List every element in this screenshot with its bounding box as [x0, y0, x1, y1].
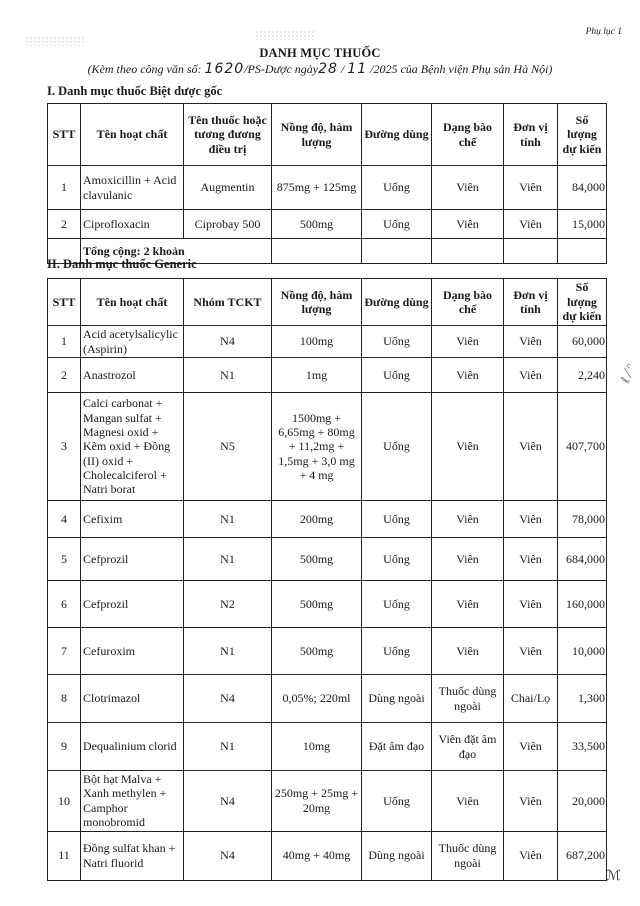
cell-unit: Viên — [504, 358, 558, 393]
cell-stt: 5 — [48, 538, 81, 581]
cell-stt: 2 — [48, 358, 81, 393]
cell-route: Dùng ngoài — [362, 675, 432, 723]
table-row — [48, 581, 607, 628]
table-row — [48, 210, 607, 239]
cell-route: Uống — [362, 771, 432, 832]
cell-route: Uống — [362, 210, 432, 239]
cell-quantity: 33,500 — [558, 723, 607, 771]
cell-route: Uống — [362, 501, 432, 538]
scan-noise — [25, 36, 85, 46]
cell-empty — [272, 239, 362, 264]
header-quantity: Số lượng dự kiến — [558, 279, 607, 326]
cell-active-ingredient: Cefixim — [81, 501, 184, 538]
cell-stt: 3 — [48, 393, 81, 501]
cell-active-ingredient: Đồng sulfat khan + Natri fluorid — [81, 831, 184, 880]
cell-stt: 8 — [48, 675, 81, 723]
header-route: Đường dùng — [362, 279, 432, 326]
cell-quantity: 2,240 — [558, 358, 607, 393]
cell-active-ingredient: Acid acetylsalicylic (Aspirin) — [81, 326, 184, 358]
total-label: Tổng cộng: 2 khoản — [81, 239, 272, 264]
cell-dosage-form: Thuốc dùng ngoài — [432, 675, 504, 723]
cell-concentration: 500mg — [272, 210, 362, 239]
cell-unit: Viên — [504, 166, 558, 210]
cell-dosage-form: Viên — [432, 628, 504, 675]
cell-group: N4 — [184, 675, 272, 723]
cell-concentration: 10mg — [272, 723, 362, 771]
subtitle-suffix: /2025 của Bệnh viện Phụ sản Hà Nội) — [367, 62, 553, 76]
cell-route: Uống — [362, 358, 432, 393]
cell-active-ingredient: Amoxicillin + Acid clavulanic — [81, 166, 184, 210]
cell-quantity: 10,000 — [558, 628, 607, 675]
header-concentration: Nồng độ, hàm lượng — [272, 104, 362, 166]
cell-brand-name: Augmentin — [184, 166, 272, 210]
cell-quantity: 407,700 — [558, 393, 607, 501]
cell-route: Uống — [362, 581, 432, 628]
header-unit: Đơn vị tính — [504, 104, 558, 166]
cell-active-ingredient: Clotrimazol — [81, 675, 184, 723]
cell-route: Uống — [362, 628, 432, 675]
cell-concentration: 500mg — [272, 628, 362, 675]
header-active-ingredient: Tên hoạt chất — [81, 104, 184, 166]
cell-unit: Viên — [504, 771, 558, 832]
cell-unit: Viên — [504, 326, 558, 358]
subtitle-mid: /PS-Dược ngày — [244, 62, 319, 76]
cell-empty — [432, 239, 504, 264]
cell-group: N4 — [184, 326, 272, 358]
cell-group: N1 — [184, 723, 272, 771]
section2-heading: II. Danh mục thuốc Generic — [47, 257, 197, 271]
cell-dosage-form: Viên — [432, 538, 504, 581]
cell-active-ingredient: Ciprofloxacin — [81, 210, 184, 239]
table-row — [48, 675, 607, 723]
initials-mark: ℳ — [606, 868, 621, 884]
cell-stt: 6 — [48, 581, 81, 628]
cell-active-ingredient: Cefprozil — [81, 538, 184, 581]
cell-unit: Viên — [504, 538, 558, 581]
cell-quantity: 15,000 — [558, 210, 607, 239]
cell-stt: 11 — [48, 831, 81, 880]
cell-concentration: 875mg + 125mg — [272, 166, 362, 210]
table-row — [48, 628, 607, 675]
dispatch-month: 11 — [347, 61, 368, 77]
cell-stt: 1 — [48, 166, 81, 210]
cell-quantity: 687,200 — [558, 831, 607, 880]
cell-quantity: 78,000 — [558, 501, 607, 538]
cell-concentration: 250mg + 25mg + 20mg — [272, 771, 362, 832]
cell-group: N4 — [184, 831, 272, 880]
header-dosage-form: Dạng bào chế — [432, 279, 504, 326]
cell-group: N1 — [184, 628, 272, 675]
table-row — [48, 723, 607, 771]
cell-route: Dùng ngoài — [362, 831, 432, 880]
cell-route: Uống — [362, 393, 432, 501]
cell-dosage-form: Viên — [432, 771, 504, 832]
cell-quantity: 684,000 — [558, 538, 607, 581]
header-route: Đường dùng — [362, 104, 432, 166]
cell-unit: Viên — [504, 628, 558, 675]
cell-active-ingredient: Calci carbonat + Mangan sulfat + Magnesi oxid + Kẽm oxid + Đồng (II) oxid + Cholecalciferol + Natri borat — [81, 393, 184, 501]
cell-concentration: 1500mg + 6,65mg + 80mg + 11,2mg + 1,5mg + 3,0 mg + 4 mg — [272, 393, 362, 501]
cell-group: N1 — [184, 358, 272, 393]
cell-stt: 2 — [48, 210, 81, 239]
cell-stt: 10 — [48, 771, 81, 832]
table-row — [48, 538, 607, 581]
cell-concentration: 500mg — [272, 538, 362, 581]
cell-route: Uống — [362, 166, 432, 210]
cell-concentration: 1mg — [272, 358, 362, 393]
original-brand-drugs-table — [47, 103, 607, 264]
generic-drugs-table — [47, 278, 607, 881]
cell-stt: 1 — [48, 326, 81, 358]
cell-active-ingredient: Dequalinium clorid — [81, 723, 184, 771]
table-row — [48, 831, 607, 880]
cell-empty — [504, 239, 558, 264]
cell-concentration: 100mg — [272, 326, 362, 358]
cell-group: N1 — [184, 538, 272, 581]
document-title: DANH MỤC THUỐC — [259, 46, 381, 60]
cell-quantity: 1,300 — [558, 675, 607, 723]
table-row — [48, 326, 607, 358]
cell-group: N5 — [184, 393, 272, 501]
header-concentration: Nồng độ, hàm lượng — [272, 279, 362, 326]
cell-unit: Chai/Lọ — [504, 675, 558, 723]
cell-unit: Viên — [504, 393, 558, 501]
cell-brand-name: Ciprobay 500 — [184, 210, 272, 239]
table-row — [48, 501, 607, 538]
cell-dosage-form: Viên — [432, 358, 504, 393]
header-active-ingredient: Tên hoạt chất — [81, 279, 184, 326]
cell-unit: Viên — [504, 210, 558, 239]
cell-stt: 7 — [48, 628, 81, 675]
section1-heading: I. Danh mục thuốc Biệt dược gốc — [47, 84, 223, 98]
dispatch-day: 28 — [318, 61, 338, 77]
cell-group: N4 — [184, 771, 272, 832]
cell-active-ingredient: Cefprozil — [81, 581, 184, 628]
table-header-row — [48, 279, 607, 326]
cell-group: N2 — [184, 581, 272, 628]
appendix-label: Phụ lục 1 — [585, 27, 622, 37]
cell-unit: Viên — [504, 723, 558, 771]
cell-route: Uống — [362, 326, 432, 358]
cell-unit: Viên — [504, 831, 558, 880]
cell-dosage-form: Viên — [432, 166, 504, 210]
cell-quantity: 60,000 — [558, 326, 607, 358]
table-row — [48, 166, 607, 210]
subtitle-prefix: (Kèm theo công văn số: — [87, 62, 205, 76]
cell-dosage-form: Viên — [432, 326, 504, 358]
header-dosage-form: Dạng bào chế — [432, 104, 504, 166]
cell-dosage-form: Viên — [432, 501, 504, 538]
cell-active-ingredient: Bột hạt Malva + Xanh methylen + Camphor monobromid — [81, 771, 184, 832]
cell-quantity: 20,000 — [558, 771, 607, 832]
cell-unit: Viên — [504, 581, 558, 628]
cell-unit: Viên — [504, 501, 558, 538]
header-unit: Đơn vị tính — [504, 279, 558, 326]
document-subtitle — [0, 61, 640, 77]
table-row — [48, 771, 607, 832]
table-header-row — [48, 104, 607, 166]
margin-signature-mark: ℓ ⁄ ⁿ — [618, 361, 638, 385]
dispatch-number: 1620 — [204, 61, 245, 77]
cell-route: Uống — [362, 538, 432, 581]
cell-dosage-form: Viên — [432, 210, 504, 239]
cell-dosage-form: Viên đặt âm đạo — [432, 723, 504, 771]
cell-dosage-form: Thuốc dùng ngoài — [432, 831, 504, 880]
cell-concentration: 200mg — [272, 501, 362, 538]
header-quantity: Số lượng dự kiến — [558, 104, 607, 166]
cell-group: N1 — [184, 501, 272, 538]
header-stt: STT — [48, 104, 81, 166]
cell-stt: 9 — [48, 723, 81, 771]
cell-empty — [558, 239, 607, 264]
table-row — [48, 393, 607, 501]
cell-route: Đặt âm đạo — [362, 723, 432, 771]
cell-active-ingredient: Cefuroxim — [81, 628, 184, 675]
scan-noise — [255, 30, 315, 40]
cell-concentration: 0,05%; 220ml — [272, 675, 362, 723]
cell-dosage-form: Viên — [432, 393, 504, 501]
table-row — [48, 358, 607, 393]
cell-concentration: 40mg + 40mg — [272, 831, 362, 880]
header-stt: STT — [48, 279, 81, 326]
date-separator: / — [337, 62, 348, 76]
cell-empty — [362, 239, 432, 264]
cell-concentration: 500mg — [272, 581, 362, 628]
cell-stt: 4 — [48, 501, 81, 538]
header-brand-name: Tên thuốc hoặc tương đương điều trị — [184, 104, 272, 166]
header-group: Nhóm TCKT — [184, 279, 272, 326]
cell-dosage-form: Viên — [432, 581, 504, 628]
cell-active-ingredient: Anastrozol — [81, 358, 184, 393]
cell-quantity: 160,000 — [558, 581, 607, 628]
cell-quantity: 84,000 — [558, 166, 607, 210]
